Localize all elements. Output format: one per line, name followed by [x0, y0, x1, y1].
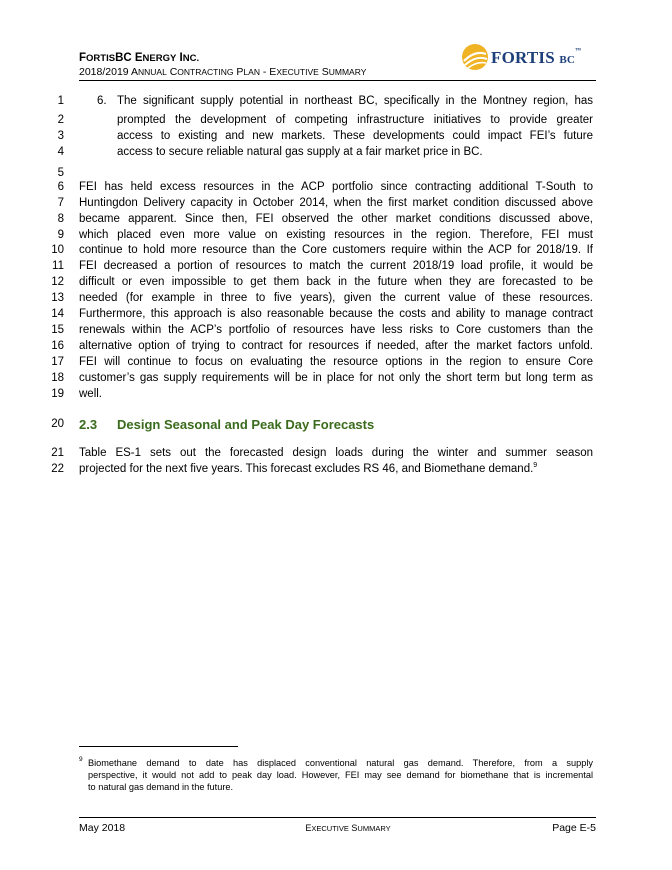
line-number: 22 — [51, 463, 64, 475]
header-plan-title: 2018/2019 ANNUAL CONTRACTING PLAN - EXECUTIVE SUMMARY — [79, 66, 367, 78]
paragraph-line: became apparent. Since then, FEI observed the other market conditions discussed above, — [79, 213, 593, 225]
list-item-line: prompted the development of competing infrastructure initiatives to provide greater — [117, 114, 593, 126]
list-item-number: 6. — [97, 95, 107, 107]
line-number: 17 — [51, 356, 64, 368]
line-number: 14 — [51, 308, 64, 320]
line-number: 7 — [57, 197, 64, 209]
footer-rule — [79, 817, 596, 818]
paragraph-line: which placed even more value on existing resources in the region. Therefore, FEI must — [79, 229, 593, 241]
header-rule — [79, 80, 596, 81]
line-number: 9 — [57, 229, 64, 241]
footnote-line: Biomethane demand to date has displaced conventional natural gas demand. Therefore, from a supply — [88, 758, 593, 768]
paragraph-line — [79, 463, 537, 475]
line-number: 10 — [51, 244, 64, 256]
footnote-line: to natural gas demand in the future. — [88, 782, 234, 792]
paragraph-line: Furthermore, this approach is also reasonable because the costs and ability to manage contract — [79, 308, 593, 320]
paragraph-line: renewals within the ACP’s portfolio of resources have less risks to Core customers than the — [79, 324, 593, 336]
paragraph-line: FEI will continue to focus on evaluating the resource options in the region to ensure Core — [79, 356, 593, 368]
line-number: 11 — [52, 260, 64, 272]
line-number: 12 — [51, 276, 64, 288]
list-item-line: access to secure reliable natural gas supply at a fair market price in BC. — [117, 146, 483, 158]
line-number: 1 — [57, 95, 64, 107]
paragraph-line: difficult or even impossible to get them back in the future when they are forecasted to be — [79, 276, 593, 288]
paragraph-line-text: projected for the next five years. This forecast excludes RS 46, and Biomethane demand. — [79, 463, 534, 475]
paragraph-line: customer’s gas supply requirements will be in place for not only the short term but long term as — [79, 372, 593, 384]
line-number: 21 — [51, 447, 64, 459]
paragraph-line: well. — [79, 388, 103, 400]
line-number: 13 — [51, 292, 64, 304]
list-item-line: The significant supply potential in northeast BC, specifically in the Montney region, has — [117, 95, 593, 107]
line-number: 18 — [51, 372, 64, 384]
paragraph-line: continue to hold more resource than the Core customers require within the ACP for 2018/19. If — [79, 244, 593, 256]
line-number: 4 — [57, 146, 64, 158]
paragraph-line: needed (for example in three to five years), given the current value of these resources. — [79, 292, 593, 304]
line-number: 8 — [57, 213, 64, 225]
paragraph-line: Table ES-1 sets out the forecasted design loads during the winter and summer season — [79, 447, 593, 459]
paragraph-line: FEI has held excess resources in the ACP portfolio since contracting additional T-South to — [79, 181, 593, 193]
list-item-line: access to existing and new markets. These developments could impact FEI’s future — [117, 130, 593, 142]
footnote-number: 9 — [79, 756, 83, 763]
paragraph-line: FEI decreased a portion of resources to match the current 2018/19 load profile, it would be — [79, 260, 593, 272]
logo-wordmark: FORTIS BC™ — [491, 48, 582, 67]
footer-date: May 2018 — [79, 822, 126, 834]
line-number: 20 — [51, 418, 64, 430]
footer-page-number: Page E-5 — [552, 822, 596, 834]
section-number: 2.3 — [79, 417, 98, 432]
line-number: 16 — [51, 340, 64, 352]
line-number: 2 — [57, 114, 64, 126]
footer-section: EXECUTIVE SUMMARY — [305, 823, 391, 833]
footnote-reference[interactable]: 9 — [533, 462, 538, 470]
line-number: 15 — [51, 324, 64, 336]
line-number: 3 — [57, 130, 64, 142]
footnote-line: perspective, it would not add to peak day load. However, FEI may see demand for biomethane that is incremental — [88, 770, 593, 780]
footnote-rule — [79, 746, 238, 747]
paragraph-line: alternative option of trying to contract for resources if needed, after the market factors unfold. — [79, 340, 593, 352]
section-title: Design Seasonal and Peak Day Forecasts — [117, 417, 375, 432]
header-company: FORTISBC ENERGY INC. — [79, 52, 200, 64]
line-number: 19 — [51, 388, 64, 400]
line-number: 6 — [57, 181, 64, 193]
line-number: 5 — [57, 167, 64, 179]
paragraph-line: Huntingdon Delivery capacity in October 2014, when the first market condition discussed above — [79, 197, 593, 209]
